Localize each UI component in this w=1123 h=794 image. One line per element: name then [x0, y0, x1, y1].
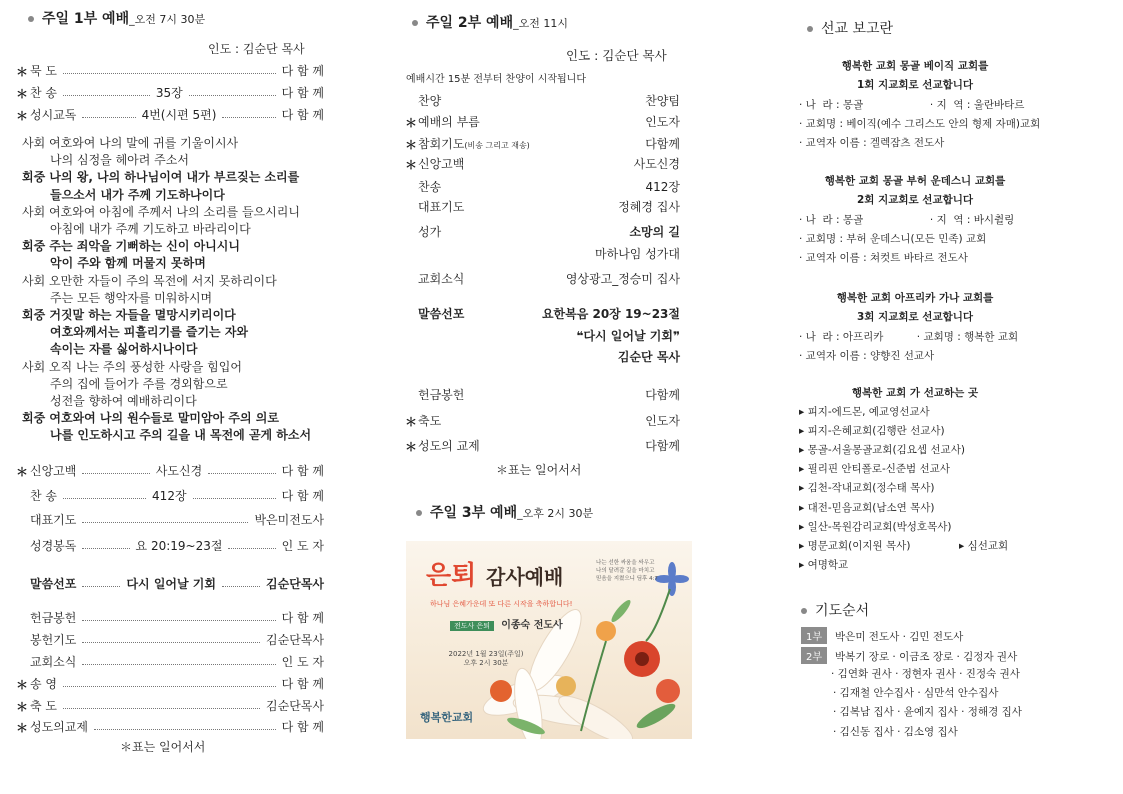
poster-headline-red: 은퇴 — [426, 561, 477, 591]
reading-line: 회중 나의 왕, 나의 하나님이여 내가 부르짖는 소리를 — [22, 170, 300, 185]
supported-mission-item: ▸ 필리핀 안티폴로-신준범 선교사 — [799, 463, 950, 476]
bullet-icon — [807, 26, 813, 32]
reading-line: 주의 집에 들어가 주를 경외함으로 — [50, 376, 228, 391]
mission-detail: · 나 라 : 몽골 · 지 역 : 울란바타르 — [799, 99, 1025, 111]
order-person: 정혜경 집사 — [618, 200, 680, 214]
leader-dots — [63, 89, 150, 96]
stand-marker: ＊ — [405, 440, 418, 454]
prayer-names-continued: · 김신동 집사 · 김소영 집사 — [833, 725, 958, 738]
order-label: 묵 도 — [30, 63, 57, 78]
order-person: 김순단목사 — [266, 698, 324, 713]
second-service-leader: 인도 : 김순단 목사 — [566, 48, 667, 63]
order-row — [406, 270, 680, 287]
order-detail: 사도신경 — [155, 463, 203, 478]
first-service-leader: 인도 : 김순단 목사 — [208, 42, 305, 56]
leader-dots — [228, 542, 275, 549]
mission-detail: · 교역자 이름 : 양향진 선교사 — [799, 350, 935, 362]
order-detail: 4번(시편 5편) — [141, 107, 217, 122]
order-label-text: 찬송 — [418, 180, 442, 194]
order-person: 김순단 목사 — [617, 350, 680, 364]
order-label: 신앙고백 — [30, 463, 77, 478]
supported-mission-item: ▸ 김천-작내교회(정수태 목사) — [799, 482, 935, 495]
poster-subline: 하나님 은혜가운데 또 다른 시작을 축하합니다! — [430, 600, 573, 608]
poster-date: 2022년 1월 23일(주일) — [448, 650, 524, 658]
order-row — [406, 113, 680, 130]
order-detail: 요 20:19~23절 — [135, 538, 223, 553]
reading-line: 속이는 자를 싫어하시나이다 — [50, 342, 198, 357]
prayer-names-continued: · 김재철 안수집사 · 심만석 안수집사 — [833, 687, 999, 700]
order-row — [406, 198, 680, 215]
poster-verse: 나는 선한 싸움을 싸우고 나의 달려갈 길을 마치고 믿음을 지켰으니 딤후 4:7 — [596, 560, 658, 582]
reading-line: 여호와께서는 피흘리기를 즐기는 자와 — [50, 325, 249, 340]
order-person: 다 함 께 — [281, 719, 324, 734]
supported-mission-item: ▸ 대전-믿음교회(남소연 목사) — [799, 501, 935, 514]
order-label: 성도의교제 — [30, 719, 88, 734]
reading-line: 회중 거짓말 하는 자들을 멸망시키리이다 — [22, 308, 236, 323]
order-label — [406, 135, 530, 152]
leader-dots — [63, 702, 260, 709]
reading-line: 들으소서 내가 주께 기도하나이다 — [50, 187, 225, 202]
order-label-text: 축도 — [418, 414, 442, 428]
reading-line: 사회 오만한 자들이 주의 목전에 서지 못하리이다 — [22, 273, 277, 288]
order-person: 다 함 께 — [281, 463, 324, 478]
order-label-text: 대표기도 — [418, 200, 465, 214]
leader-dots — [63, 492, 146, 499]
order-person: 다함께 — [645, 137, 680, 151]
leader-dots — [222, 580, 260, 587]
poster-time: 오후 2시 30분 — [463, 659, 509, 667]
stand-marker: ＊ — [16, 465, 29, 479]
order-label — [406, 178, 441, 195]
leader-dots — [222, 111, 275, 118]
order-person: 다함께 — [645, 388, 680, 402]
order-row — [406, 135, 680, 152]
order-label: 찬 송 — [30, 85, 57, 100]
reading-line: 사회 여호와여 나의 말에 귀를 기울이시사 — [22, 136, 239, 150]
order-person: 다 함 께 — [281, 488, 324, 503]
support-extra: ▸ 심선교회 — [959, 540, 1009, 552]
order-row — [30, 609, 324, 625]
order-row — [30, 631, 324, 647]
order-person: 인도자 — [645, 414, 680, 428]
mission-detail: · 교회명 : 부허 운데스니(모든 민족) 교회 — [799, 233, 987, 245]
stand-note: ＊표는 일어서서 — [120, 740, 206, 754]
order-label-text: 성가 — [418, 225, 442, 239]
order-row — [406, 92, 680, 109]
reading-line: 회중 주는 죄악을 기뻐하는 신이 아니시니 — [22, 239, 240, 254]
supported-mission-item: ▸ 여명학교 — [799, 558, 849, 571]
mission-subheading: 2회 지교회로 선교합니다 — [856, 194, 974, 206]
stand-marker: ＊ — [16, 65, 29, 79]
poster-headline: 감사예배 — [486, 565, 564, 589]
order-row — [30, 84, 324, 100]
leader-dots — [63, 680, 276, 687]
order-detail: 412장 — [152, 488, 187, 503]
praise-notice: 예배시간 15분 전부터 찬양이 시작됩니다 — [406, 74, 586, 85]
bullet-icon — [28, 16, 34, 22]
order-label — [406, 327, 418, 344]
prayer-names: 박복기 장로 · 이금조 장로 · 김정자 권사 — [835, 651, 1018, 663]
reading-line: 사회 오직 나는 주의 풍성한 사랑을 힘입어 — [22, 359, 242, 374]
order-label-note: (비송 그리고 재송) — [464, 141, 530, 150]
mission-detail: · 나 라 : 몽골 · 지 역 : 바시췰링 — [799, 214, 1015, 226]
order-label-text: 예배의 부름 — [418, 115, 480, 129]
order-person: 다 함 께 — [281, 676, 324, 691]
order-label — [406, 245, 418, 262]
supported-mission-item: ▸ 몽골-서울몽골교회(김요셉 선교사) — [799, 444, 965, 457]
order-label-text: 성도의 교제 — [418, 439, 480, 453]
order-row — [30, 62, 324, 78]
order-row — [406, 348, 680, 365]
order-detail: 35장 — [155, 85, 183, 100]
reading-line: 악이 주와 함께 머물지 못하며 — [50, 256, 206, 271]
reading-line: 주는 모든 행악자를 미워하시며 — [50, 290, 213, 305]
order-person: 소망의 길 — [629, 225, 680, 239]
order-person: 찬양팀 — [645, 94, 680, 108]
order-label: 송 영 — [30, 676, 57, 691]
leader-dots — [82, 636, 260, 643]
order-label-text: 교회소식 — [418, 272, 465, 286]
poster-badge-row — [450, 616, 563, 631]
order-row — [406, 155, 680, 172]
bullet-icon — [416, 510, 422, 516]
order-label — [406, 348, 418, 365]
first-service-title: 주일 1부 예배_오전 7시 30분 — [28, 8, 205, 28]
mission-heading: 행복한 교회 몽골 부허 운데스니 교회를 — [824, 175, 1006, 187]
supported-mission-item: ▸ 일산-목원감리교회(박성호목사) — [799, 520, 952, 533]
order-row — [406, 245, 680, 262]
prayer-order-title: 기도순서 — [801, 600, 869, 620]
poster-church-logo: 행복한교회 — [420, 711, 474, 724]
order-label — [406, 305, 464, 322]
order-label-text: 찬양 — [418, 94, 442, 108]
prayer-names-continued: · 김연화 권사 · 정현자 권사 · 진정숙 권사 — [831, 668, 1020, 680]
stand-marker: ＊ — [16, 700, 29, 714]
supported-mission-item: ▸ 피지-에드몬, 예교영선교사 — [799, 406, 930, 418]
order-person: 사도신경 — [633, 157, 680, 171]
responsive-reading — [22, 135, 311, 445]
order-row — [406, 305, 680, 322]
reading-line: 아침에 내가 주께 기도하고 바라리이다 — [50, 222, 251, 237]
order-person: 다 함 께 — [281, 85, 324, 100]
reading-line: 성전을 향하여 예배하리이다 — [50, 394, 197, 409]
stand-marker: ＊ — [405, 415, 418, 429]
order-label: 축 도 — [30, 698, 57, 713]
order-label-text: 참회기도 — [418, 137, 465, 151]
order-row — [30, 575, 324, 591]
support-heading: 행복한 교회 가 선교하는 곳 — [851, 387, 979, 399]
leader-dots — [82, 516, 248, 523]
order-label: 교회소식 — [30, 654, 77, 669]
order-row — [30, 462, 324, 478]
leader-dots — [63, 67, 276, 74]
reading-line: 나의 심정을 헤아려 주소서 — [50, 153, 189, 168]
poster-badge: 전도사 은퇴 — [450, 621, 494, 631]
order-person: 마하나임 성가대 — [595, 247, 680, 261]
mission-heading: 행복한 교회 몽골 베이직 교회를 — [841, 60, 989, 72]
order-person: 김순단목사 — [266, 576, 325, 591]
order-row — [30, 718, 324, 734]
order-detail: 다시 일어날 기회 — [126, 576, 216, 591]
order-row — [30, 697, 324, 713]
order-person: 412장 — [645, 180, 680, 194]
supported-mission-item: ▸ 피지-은혜교회(김행란 선교사) — [799, 425, 945, 438]
order-label: 찬 송 — [30, 488, 57, 503]
mission-detail: · 교역자 이름 : 겔렉잠츠 전도사 — [799, 137, 945, 149]
prayer-row — [801, 627, 963, 644]
reading-line: 사회 여호와여 아침에 주께서 나의 소리를 들으시리니 — [22, 204, 300, 219]
order-row — [30, 537, 324, 553]
order-label — [406, 270, 464, 287]
stand-marker: ＊ — [16, 721, 29, 735]
mission-detail: · 나 라 : 아프리카 · 교회명 : 행복한 교회 — [799, 331, 1019, 343]
order-row — [406, 327, 680, 344]
leader-dots — [82, 111, 135, 118]
leader-dots — [189, 89, 276, 96]
mission-detail: · 교회명 : 베이직(예수 그리스도 안의 형제 자매)교회 — [799, 118, 1041, 130]
order-row — [406, 437, 680, 454]
order-label — [406, 386, 464, 403]
order-person: 다 함 께 — [281, 610, 324, 625]
leader-dots — [82, 467, 149, 474]
order-label-text: 신앙고백 — [418, 157, 465, 171]
reading-line: 회중 여호와여 나의 원수들로 말미암아 주의 의로 — [22, 411, 279, 426]
order-person: 다 함 께 — [281, 63, 324, 78]
order-label-text: 말씀선포 — [418, 307, 465, 321]
leader-dots — [208, 467, 275, 474]
order-label: 헌금봉헌 — [30, 610, 77, 625]
order-label — [406, 113, 480, 130]
order-person: 인 도 자 — [281, 654, 324, 669]
order-row — [30, 675, 324, 691]
order-label — [406, 155, 464, 172]
leader-dots — [193, 492, 276, 499]
supported-mission-item: ▸ 명문교회(이지원 목사) — [799, 539, 911, 552]
third-service-title: 주일 3부 예배_오후 2시 30분 — [416, 502, 593, 522]
retirement-service-poster — [406, 541, 692, 739]
service-tag: 1부 — [801, 627, 827, 644]
leader-dots — [94, 723, 276, 730]
mission-heading: 행복한 교회 아프리카 가나 교회를 — [836, 292, 994, 304]
order-label: 말씀선포 — [30, 576, 77, 591]
order-person: 인도자 — [645, 115, 680, 129]
prayer-names: 박은미 전도사 · 김민 전도사 — [835, 631, 964, 643]
service-tag: 2부 — [801, 647, 827, 664]
poster-honoree: 이종숙 전도사 — [501, 620, 563, 631]
order-person: ❝다시 일어날 기회❞ — [576, 329, 680, 343]
order-label — [406, 92, 441, 109]
order-label: 대표기도 — [30, 512, 77, 527]
stand-note-2: ＊표는 일어서서 — [496, 463, 582, 477]
order-label-text: 헌금봉헌 — [418, 388, 465, 402]
order-person: 다 함 께 — [281, 107, 325, 122]
order-person: 김순단목사 — [266, 632, 324, 647]
order-person: 인 도 자 — [281, 538, 324, 553]
mission-subheading: 3회 지교회로 선교합니다 — [856, 311, 974, 323]
order-label — [406, 198, 464, 215]
order-person: 다함께 — [645, 439, 680, 453]
stand-marker: ＊ — [405, 158, 418, 172]
order-row — [406, 178, 680, 195]
order-row — [406, 386, 680, 403]
order-row — [30, 653, 324, 669]
reading-line: 나를 인도하시고 주의 길을 내 목전에 곧게 하소서 — [50, 428, 312, 443]
order-person: 요한복음 20장 19~23절 — [541, 307, 680, 321]
order-person: 영상광고_정승미 집사 — [565, 272, 680, 286]
stand-marker: ＊ — [16, 109, 29, 123]
order-row — [406, 223, 680, 240]
order-label — [406, 437, 480, 454]
leader-dots — [82, 614, 275, 621]
order-label — [406, 412, 441, 429]
order-row — [406, 412, 680, 429]
order-label: 성경봉독 — [30, 538, 77, 553]
bullet-icon — [801, 608, 807, 614]
prayer-names-continued: · 김복남 집사 · 윤예지 집사 · 정해경 집사 — [833, 706, 1022, 719]
mission-report-title: 선교 보고란 — [807, 18, 893, 38]
leader-dots — [82, 658, 275, 665]
order-label: 성시교독 — [30, 107, 77, 122]
order-row — [30, 511, 324, 527]
leader-dots — [82, 542, 129, 549]
order-row — [30, 106, 324, 122]
leader-dots — [82, 580, 120, 587]
stand-marker: ＊ — [405, 138, 418, 152]
second-service-title: 주일 2부 예배_오전 11시 — [412, 12, 568, 32]
stand-marker: ＊ — [16, 87, 29, 101]
bullet-icon — [412, 20, 418, 26]
order-label: 봉헌기도 — [30, 632, 77, 647]
stand-marker: ＊ — [16, 678, 29, 692]
order-row — [30, 487, 324, 503]
mission-detail: · 교역자 이름 : 쳐컷트 바타르 전도사 — [799, 252, 968, 264]
stand-marker: ＊ — [405, 116, 418, 130]
prayer-row — [801, 647, 1017, 664]
mission-subheading: 1회 지교회로 선교합니다 — [856, 79, 974, 91]
order-person: 박은미전도사 — [254, 512, 324, 527]
order-label — [406, 223, 441, 240]
